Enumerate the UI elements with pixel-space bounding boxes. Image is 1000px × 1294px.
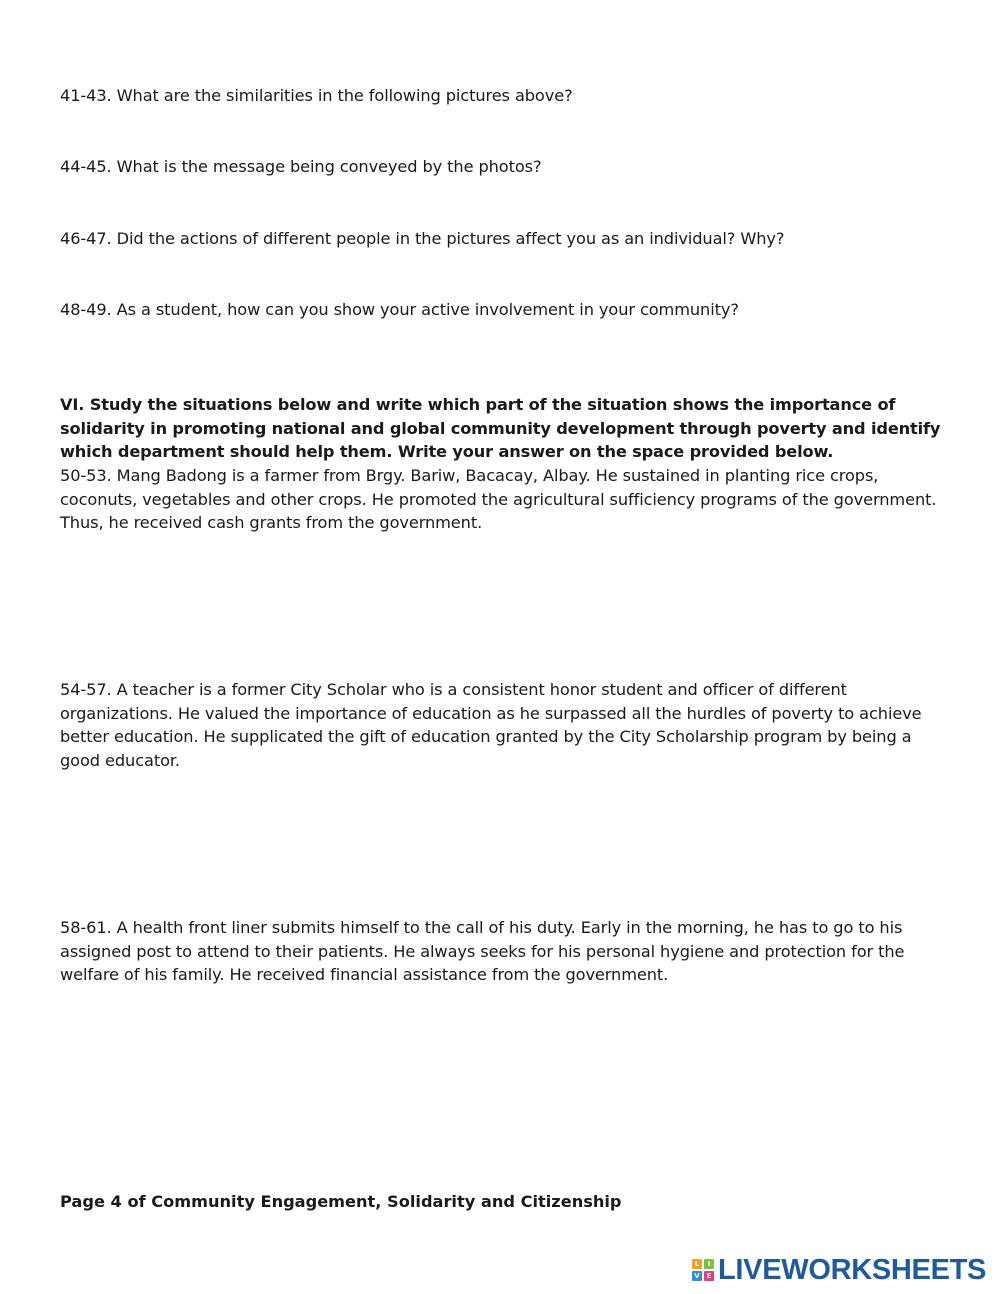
- logo-tile-v: V: [692, 1271, 702, 1281]
- situation-54-57: 54-57. A teacher is a former City Scholar who is a consistent honor student and officer of different organizations. He valued the importance of education as he surpassed all the hurdles of poverty to achieve better education. He supplicated the gift of education granted by the City Scholarship program by being a good educator.: [60, 680, 922, 770]
- question-48-49: 48-49. As a student, how can you show your active involvement in your community?: [60, 300, 739, 319]
- logo-tile-e: E: [704, 1271, 714, 1281]
- question-46-47: 46-47. Did the actions of different people in the pictures affect you as an individual? Why?: [60, 229, 785, 248]
- situation-58-61: 58-61. A health front liner submits himself to the call of his duty. Early in the morning, he has to go to his assigned post to attend to their patients. He always seeks for his personal hygiene and protection for the welfare of his family. He received financial assistance from the government.: [60, 918, 905, 984]
- liveworksheets-logo-icon: [692, 1259, 714, 1281]
- section-vi-instructions: VI. Study the situations below and write which part of the situation shows the importance of solidarity in promoting national and global community development through poverty and identify which department should help them. Write your answer on the space provided below.: [60, 395, 941, 461]
- question-41-43: 41-43. What are the similarities in the following pictures above?: [60, 86, 573, 105]
- question-44-45: 44-45. What is the message being conveyed by the photos?: [60, 157, 542, 176]
- situation-50-53: 50-53. Mang Badong is a farmer from Brgy. Bariw, Bacacay, Albay. He sustained in planting rice crops, coconuts, vegetables and other crops. He promoted the agricultural sufficiency programs of the government. Thus, he received cash grants from the government.: [60, 466, 937, 532]
- liveworksheets-brand: [692, 1255, 986, 1285]
- logo-tile-i: I: [704, 1259, 714, 1269]
- logo-tile-l: L: [692, 1259, 702, 1269]
- liveworksheets-wordmark: LIVEWORKSHEETS: [718, 1254, 987, 1286]
- page-footer: Page 4 of Community Engagement, Solidarity and Citizenship: [60, 1192, 622, 1211]
